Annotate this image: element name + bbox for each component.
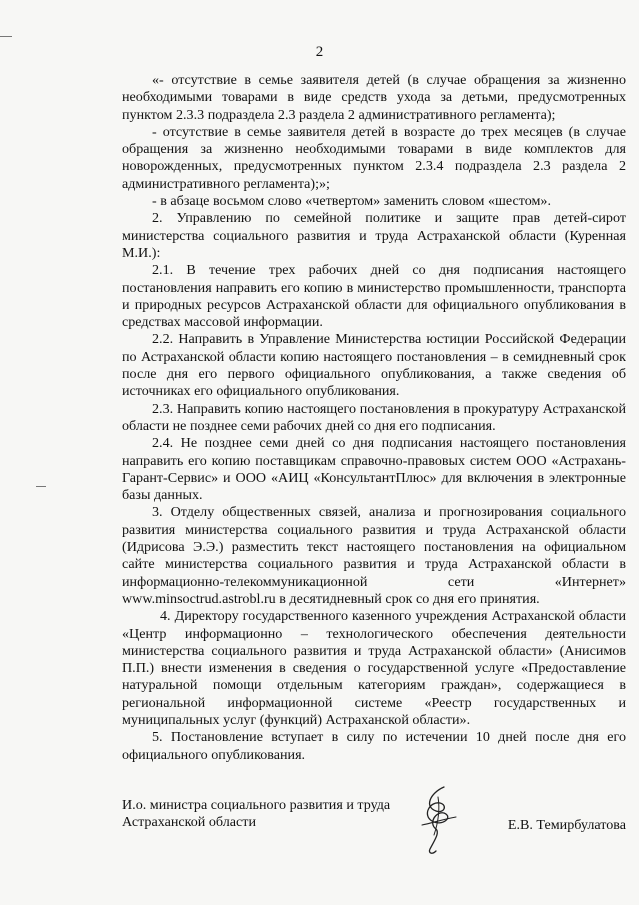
paragraph: 2. Управлению по семейной политике и защите прав детей-сирот министерства социального развития и труда Астраханской области (Куренная М.И.): (122, 210, 626, 261)
paragraph: 2.2. Направить в Управление Министерства юстиции Российской Федерации по Астраханской области копию настоящего постановления – в семидневный срок после дня его первого официального опубликования, а также сведения об источниках его официального опубликования. (122, 331, 626, 400)
signatory-title (122, 797, 390, 832)
signatory-name: Е.В. Темирбулатова (507, 817, 626, 833)
document-body (122, 72, 626, 764)
scan-mark (0, 36, 12, 37)
paragraph: 5. Постановление вступает в силу по истечении 10 дней после дня его официального опубликования. (122, 729, 626, 763)
signatory-title-line: Астраханской области (122, 814, 256, 831)
paragraph: 2.3. Направить копию настоящего постановления в прокуратуру Астраханской области не позднее семи рабочих дней со дня его подписания. (122, 400, 626, 434)
paragraph: 4. Директору государственного казенного учреждения Астраханской области «Центр информационно – технологического обеспечения деятельности министерства социального развития и труда Астраханской области» (Анисимов П.П.) внести изменения в сведения о государственной услуге «Предоставление натуральной помощи отдельным категориям граждан», содержащиеся в региональной информационной системе «Реестр государственных и муниципальных услуг (функций) Астраханской области». (122, 608, 626, 728)
paragraph: «- отсутствие в семье заявителя детей (в случае обращения за жизненно необходимыми товарами в виде средств ухода за детьми, предусмотренных пунктом 2.3.3 подраздела 2.3 раздела 2 административного регламента); (122, 72, 626, 123)
signatory-title-line: И.о. министра социального развития и труда (122, 797, 391, 813)
paragraph: - в абзаце восьмом слово «четвертом» заменить словом «шестом». (152, 193, 551, 210)
paragraph: 2.4. Не позднее семи дней со дня подписания настоящего постановления направить его копию поставщикам справочно-правовых систем ООО «Астрахань-Гарант-Сервис» и ООО «АИЦ «КонсультантПлюс» для включения в электронные базы данных. (122, 435, 626, 504)
paragraph: 2.1. В течение трех рабочих дней со дня подписания настоящего постановления направить его копию в министерство промышленности, транспорта и природных ресурсов Астраханской области для официального опубликования в средствах массовой информации. (122, 262, 626, 331)
page-number: 2 (315, 44, 324, 60)
paragraph: - отсутствие в семье заявителя детей в возрасте до трех месяцев (в случае обращения за жизненно необходимыми товарами в виде комплектов для новорожденных, предусмотренных пунктом 2.3.4 подраздела 2.3 раздела 2 административного регламента);»; (122, 123, 626, 192)
signature-block (122, 797, 626, 867)
scan-mark (36, 486, 46, 487)
paragraph: 3. Отделу общественных связей, анализа и прогнозирования социального развития министерства социального развития и труда Астраханской области (Идрисова Э.Э.) разместить текст настоящего постановления на официальном сайте министерства социального развития и труда Астраханской области в информационно-телекоммуникационной сети «Интернет» www.minsoctrud.astrobl.ru в десятидневный срок со дня его принятия. (122, 504, 626, 607)
handwritten-signature (414, 783, 460, 859)
